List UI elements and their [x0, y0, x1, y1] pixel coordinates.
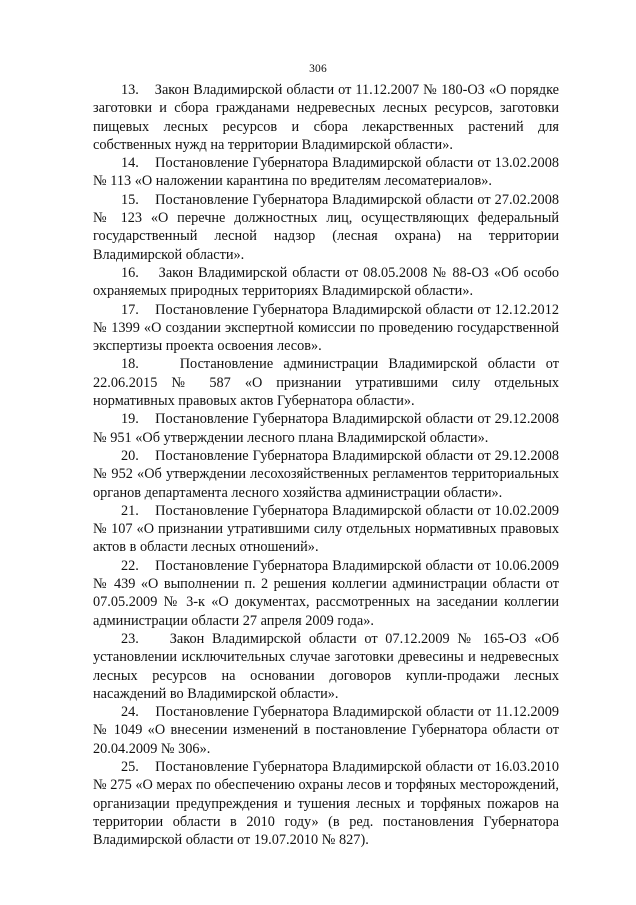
list-item: [93, 703, 559, 758]
list-item: [93, 264, 559, 301]
item-number: 24.: [121, 704, 139, 721]
item-number: 22.: [121, 557, 139, 574]
list-item: [93, 630, 559, 703]
item-text: Постановление Губернатора Владимирской области от 13.02.2008 № 113 «О наложении карантина по вредителям лесоматериалов».: [93, 155, 560, 190]
item-text: Постановление Губернатора Владимирской области от 10.02.2009 № 107 «О признании утратившими силу отдельных нормативных правовых актов в области лесных отношений».: [93, 502, 560, 556]
list-item: [93, 410, 559, 447]
item-number: 18.: [121, 356, 139, 373]
item-text: Постановление администрации Владимирской области от 22.06.2015 № 587 «О признании утратившими силу отдельных нормативных правовых актов Губернатора области».: [93, 356, 560, 410]
item-number: 16.: [121, 264, 139, 281]
list-item: [93, 355, 559, 410]
item-number: 23.: [121, 630, 139, 647]
list-item: [93, 81, 559, 154]
page-number: 306: [309, 63, 327, 75]
item-number: 25.: [121, 758, 139, 775]
list-item: [93, 447, 559, 502]
item-number: 13.: [121, 82, 139, 98]
item-number: 20.: [121, 447, 139, 464]
item-number: 21.: [121, 502, 139, 519]
item-text: Постановление Губернатора Владимирской области от 29.12.2008 № 951 «Об утверждении лесного плана Владимирской области».: [93, 411, 560, 446]
item-text: Закон Владимирской области от 07.12.2009 № 165-ОЗ «Об установлении исключительных случае заготовки древесины и недревесных лесных ресурсов на основании договоров купли-продажи лесных насаждений во Владимирской области».: [93, 630, 560, 702]
item-number: 17.: [121, 301, 139, 318]
item-text: Постановление Губернатора Владимирской области от 12.12.2012 № 1399 «О создании экспертной комиссии по проведению государственной экспертизы проекта освоения лесов».: [93, 301, 560, 355]
list-item: [93, 557, 559, 630]
item-number: 14.: [121, 155, 139, 172]
item-number: 15.: [121, 191, 139, 208]
list-item: [93, 502, 559, 557]
item-number: 19.: [121, 411, 139, 428]
list-item: [93, 154, 559, 191]
item-text: Закон Владимирской области от 11.12.2007 № 180-ОЗ «О порядке заготовки и сбора гражданами недревесных лесных ресурсов, заготовки пищевых лесных ресурсов и сбора лекарственных растений для собственных нужд на территории Владимирской области».: [93, 82, 560, 153]
item-text: Закон Владимирской области от 08.05.2008 № 88-ОЗ «Об особо охраняемых природных территориях Владимирской области».: [93, 264, 559, 300]
item-text: Постановление Губернатора Владимирской области от 10.06.2009 № 439 «О выполнении п. 2 решения коллегии администрации области от 07.05.2009 № 3-к «О документах, рассмотренных на заседании коллегии администрации области 27 апреля 2009 года».: [93, 557, 560, 629]
item-text: Постановление Губернатора Владимирской области от 11.12.2009 № 1049 «О внесении изменений в постановление Губернатора области от 20.04.2009 № 306».: [93, 704, 560, 757]
list-item: [93, 301, 559, 356]
item-text: Постановление Губернатора Владимирской области от 16.03.2010 № 275 «О мерах по обеспечению охраны лесов и торфяных месторождений, организации предупреждения и тушения лесных и торфяных пожаров на территории области в 2010 году» (в ред. постановления Губернатора Владимирской области от 19.07.2010 № 827).: [93, 758, 560, 849]
legal-acts-list: [93, 81, 559, 849]
list-item: [93, 191, 559, 264]
item-text: Постановление Губернатора Владимирской области от 27.02.2008 № 123 «О перечне должностных лиц, осуществляющих федеральный государственный лесной надзор (лесная охрана) на территории Владимирской области».: [93, 191, 560, 263]
list-item: [93, 758, 559, 849]
item-text: Постановление Губернатора Владимирской области от 29.12.2008 № 952 «Об утверждении лесохозяйственных регламентов территориальных органов департамента лесного хозяйства администрации области».: [93, 447, 560, 501]
